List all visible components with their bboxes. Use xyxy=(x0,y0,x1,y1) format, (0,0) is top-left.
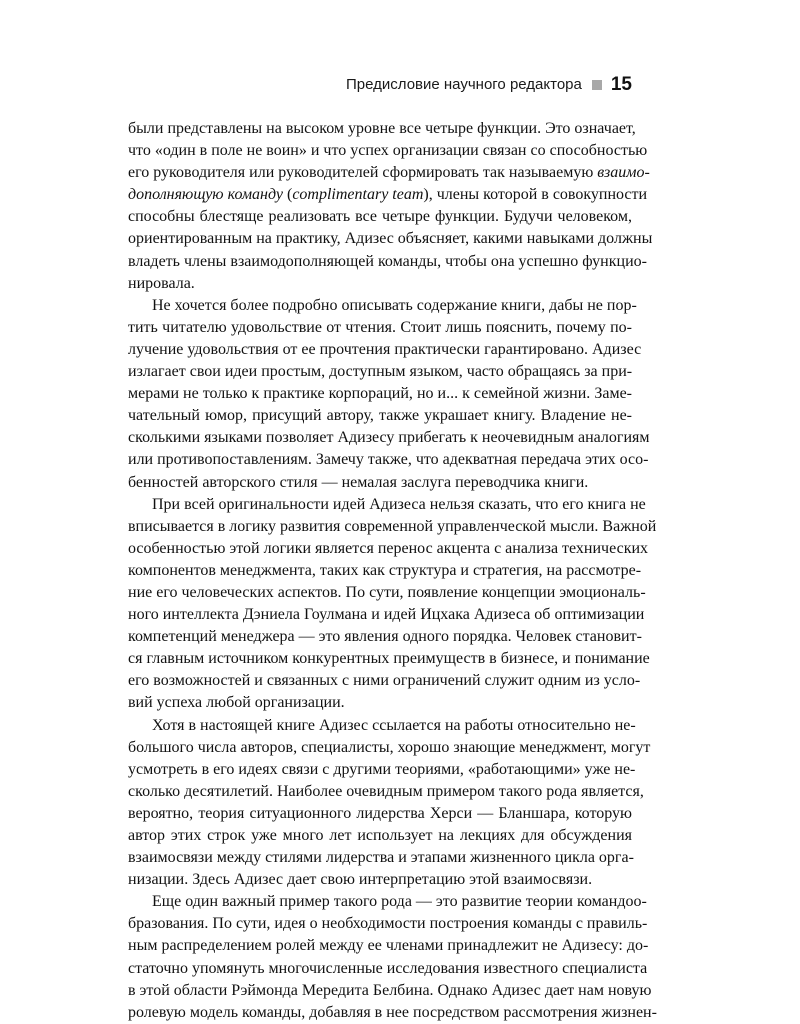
text-run: излагает свои идеи простым, доступным языком, часто обращаясь за при- xyxy=(128,363,633,381)
text-run: Хотя в настоящей книге Адизес ссылается на работы относительно не- xyxy=(152,716,636,734)
text-run: были представлены на высоком уровне все четыре функции. Это означает, xyxy=(128,120,636,137)
text-run: большого числа авторов, специалисты, хорошо знающие менеджмент, могут xyxy=(128,738,651,756)
text-line xyxy=(128,118,636,140)
text-run: его возможностей и связанных с ними ограничений служит одним из усло- xyxy=(128,672,641,690)
text-line xyxy=(128,847,632,869)
text-run: ( xyxy=(282,186,293,204)
text-run: тить читателю удовольствие от чтения. Стоит лишь пояснить, почему по- xyxy=(128,318,632,336)
text-run: чательный юмор, присущий автору, также украшает книгу. Владение не- xyxy=(128,407,632,425)
text-line xyxy=(128,869,632,891)
text-run: низации. Здесь Адизес дает свою интерпретацию этой взаимосвязи. xyxy=(128,871,593,889)
text-run: бразования. По сути, идея о необходимости построения команды с правиль- xyxy=(128,915,648,933)
text-run: ), члены которой в совокупности xyxy=(423,186,648,204)
text-run: лучение удовольствия от ее прочтения практически гарантировано. Адизес xyxy=(128,340,642,358)
paragraph xyxy=(128,494,657,715)
text-run: компетенций менеджера — это явления одного порядка. Человек становит- xyxy=(128,628,642,646)
text-line xyxy=(128,427,650,449)
text-line xyxy=(128,781,644,803)
text-line xyxy=(128,759,636,781)
text-line xyxy=(128,626,642,648)
text-line xyxy=(128,670,641,692)
paragraph xyxy=(128,891,657,1024)
text-run: вероятно, теория ситуационного лидерства Херси — Бланшара, которую xyxy=(128,804,632,822)
text-run: что «один в поле не воин» и что успех организации связан со способностью xyxy=(128,142,648,160)
text-line xyxy=(128,140,648,162)
text-run: нировала. xyxy=(128,274,195,292)
text-run: вий успеха любой организации. xyxy=(128,694,345,712)
text-line xyxy=(128,891,647,913)
paragraph xyxy=(128,295,650,494)
body-text xyxy=(128,118,657,1024)
text-line xyxy=(128,980,652,1002)
text-run: ориентированным на практику, Адизес объясняет, какими навыками должны xyxy=(128,230,653,248)
text-line xyxy=(128,958,648,980)
text-run: ным распределением ролей между ее членами принадлежит не Адизесу: до- xyxy=(128,937,649,955)
text-line xyxy=(128,317,632,339)
text-run: ного интеллекта Дэниела Гоулмана и идей Ицхака Адизеса об оптимизации xyxy=(128,606,645,624)
running-header xyxy=(128,74,632,96)
text-run: способны блестяще реализовать все четыре функции. Будучи человеком, xyxy=(128,208,632,226)
text-line xyxy=(128,339,642,361)
text-run: особенностью этой логики является перенос акцента с анализа технических xyxy=(128,539,649,557)
text-run: ние его человеческих аспектов. По сути, появление концепции эмоциональ- xyxy=(128,583,646,601)
text-line xyxy=(128,516,657,538)
paragraph xyxy=(128,118,653,295)
text-line xyxy=(128,825,632,847)
text-run: взаимосвязи между стилями лидерства и этапами жизненного цикла орга- xyxy=(128,849,634,867)
text-line xyxy=(128,361,632,383)
text-line xyxy=(128,273,632,295)
text-line xyxy=(128,251,647,273)
text-line xyxy=(128,494,646,516)
text-run: сколькими языками позволяет Адизесу прибегать к неочевидным аналогиям xyxy=(128,429,650,447)
text-run: автор этих строк уже много лет использует на лекциях для обсуждения xyxy=(128,827,632,844)
text-run: При всей оригинальности идей Адизеса нельзя сказать, что его книга не xyxy=(152,495,646,513)
text-run: вписывается в логику развития современной управленческой мысли. Важной xyxy=(128,517,657,535)
italic-text-run: дополняющую команду xyxy=(128,186,283,204)
text-line xyxy=(128,692,632,714)
text-run: мерами не только к практике корпораций, но и... к семейной жизни. Заме- xyxy=(128,385,632,403)
italic-text-run: взаимо- xyxy=(597,164,650,182)
text-line xyxy=(128,228,653,250)
text-run: усмотреть в его идеях связи с другими теориями, «работающими» уже не- xyxy=(128,760,636,778)
text-run: сколько десятилетий. Наиболее очевидным примером такого рода является, xyxy=(128,782,644,800)
text-line xyxy=(128,449,649,471)
text-line xyxy=(128,405,632,427)
text-run: Не хочется более подробно описывать содержание книги, дабы не пор- xyxy=(152,296,637,314)
text-line xyxy=(128,206,632,228)
paragraph xyxy=(128,715,651,892)
running-header-title: Предисловие научного редактора xyxy=(346,76,582,94)
text-line xyxy=(128,538,649,560)
page-number: 15 xyxy=(610,74,632,96)
text-run: бенностей авторского стиля — немалая заслуга переводчика книги. xyxy=(128,473,589,491)
header-separator-square xyxy=(592,80,602,90)
text-run: его руководителя или руководителей сформировать так называемую xyxy=(128,164,598,182)
text-run: Еще один важный пример такого рода — это развитие теории командоо- xyxy=(152,893,647,911)
text-line xyxy=(128,604,645,626)
text-run: ролевую модель команды, добавляя в нее посредством рассмотрения жизнен- xyxy=(128,1003,657,1021)
text-run: в этой области Рэймонда Мередита Белбина. Однако Адизес дает нам новую xyxy=(128,981,652,999)
text-line xyxy=(128,383,632,405)
italic-text-run: complimentary team xyxy=(292,186,424,204)
text-line xyxy=(128,737,651,759)
text-line xyxy=(128,913,648,935)
text-run: ся главным источником конкурентных преимуществ в бизнесе, и понимание xyxy=(128,650,650,668)
text-run: или противопоставлениям. Замечу также, что адекватная передача этих осо- xyxy=(128,451,649,469)
text-line xyxy=(128,1002,657,1024)
text-run: статочно упомянуть многочисленные исследования известного специалиста xyxy=(128,959,648,977)
text-line xyxy=(128,582,646,604)
text-line xyxy=(128,935,649,957)
text-run: владеть члены взаимодополняющей команды, чтобы она успешно функцио- xyxy=(128,252,647,270)
text-line xyxy=(128,648,650,670)
text-line xyxy=(128,184,648,206)
text-line xyxy=(128,715,636,737)
text-line xyxy=(128,472,632,494)
text-run: компонентов менеджмента, таких как структура и стратегия, на рассмотре- xyxy=(128,561,642,579)
text-line xyxy=(128,803,632,825)
text-line xyxy=(128,295,637,317)
text-line xyxy=(128,162,650,184)
text-line xyxy=(128,560,642,582)
